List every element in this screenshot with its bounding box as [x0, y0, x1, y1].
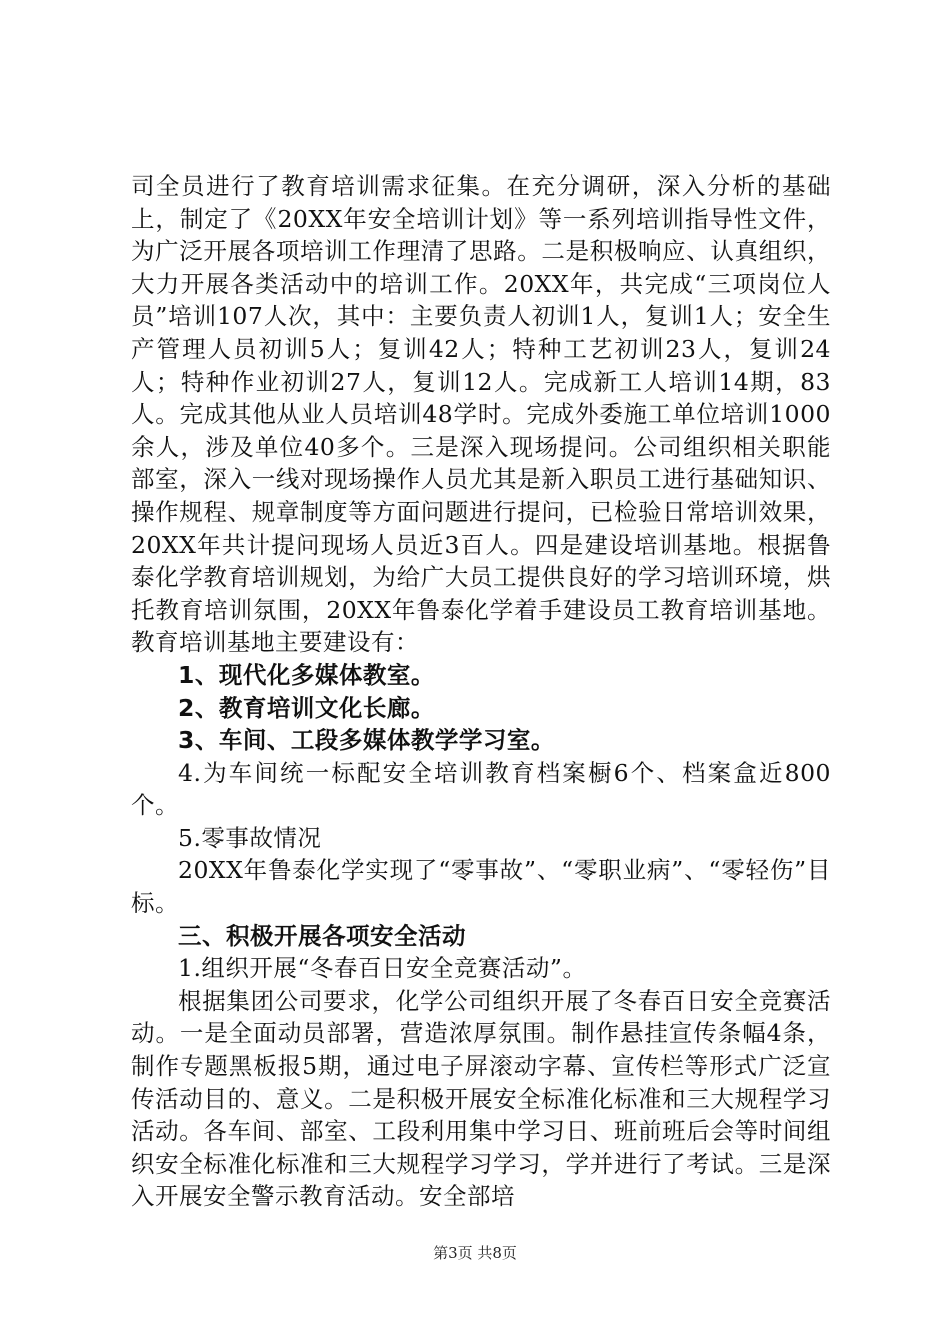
paragraph-training-summary: 司全员进行了教育培训需求征集。在充分调研，深入分析的基础上，制定了《20XX年安全培训计划》等一系列培训指导性文件，为广泛开展各项培训工作理清了思路。二是积极响应、认真组织，大力开展各类活动中的培训工作。20XX年，共完成“三项岗位人员”培训107人次，其中：主要负责人初训1人，复训1人；安全生产管理人员初训5人；复训42人；特种工艺初训23人，复训24人；特种作业初训27人，复训12人。完成新工人培训14期，83人。完成其他从业人员培训48学时。完成外委施工单位培训1000余人，涉及单位40多个。三是深入现场提问。公司组织相关职能部室，深入一线对现场操作人员尤其是新入职员工进行基础知识、操作规程、规章制度等方面问题进行提问，已检验日常培训效果，20XX年共计提问现场人员近3百人。四是建设培训基地。根据鲁泰化学教育培训规划，为给广大员工提供良好的学习培训环境，烘托教育培训氛围，20XX年鲁泰化学着手建设员工教育培训基地。教育培训基地主要建设有：: [131, 172, 831, 657]
paragraph-zero-accident: 20XX年鲁泰化学实现了“零事故”、“零职业病”、“零轻伤”目标。: [131, 856, 831, 918]
list-item-multimedia-classroom: 1、现代化多媒体教室。: [178, 660, 435, 689]
list-item-archive-cabinets: 4.为车间统一标配安全培训教育档案橱6个、档案盒近800个。: [131, 758, 831, 820]
paragraph-competition-details: 根据集团公司要求，化学公司组织开展了冬春百日安全竞赛活动。一是全面动员部署，营造浓厚氛围。制作悬挂宣传条幅4条，制作专题黑板报5期，通过电子屏滚动字幕、宣传栏等形式广泛宣传活动目的、意义。二是积极开展安全标准化标准和三大规程学习活动。各车间、部室、工段利用集中学习日、班前班后会等时间组织安全标准化标准和三大规程学习学习，学并进行了考试。三是深入开展安全警示教育活动。安全部培: [131, 986, 831, 1211]
subheading-winter-spring-competition: 1.组织开展“冬春百日安全竞赛活动”。: [178, 954, 587, 983]
section-heading-safety-activities: 三、积极开展各项安全活动: [178, 921, 466, 950]
subheading-zero-accident: 5.零事故情况: [178, 823, 322, 852]
list-item-culture-corridor: 2、教育培训文化长廊。: [178, 693, 435, 722]
list-item-workshop-study-room: 3、车间、工段多媒体教学学习室。: [178, 726, 555, 755]
page-number: 第3页 共8页: [433, 1244, 517, 1262]
document-body: [131, 170, 831, 1213]
